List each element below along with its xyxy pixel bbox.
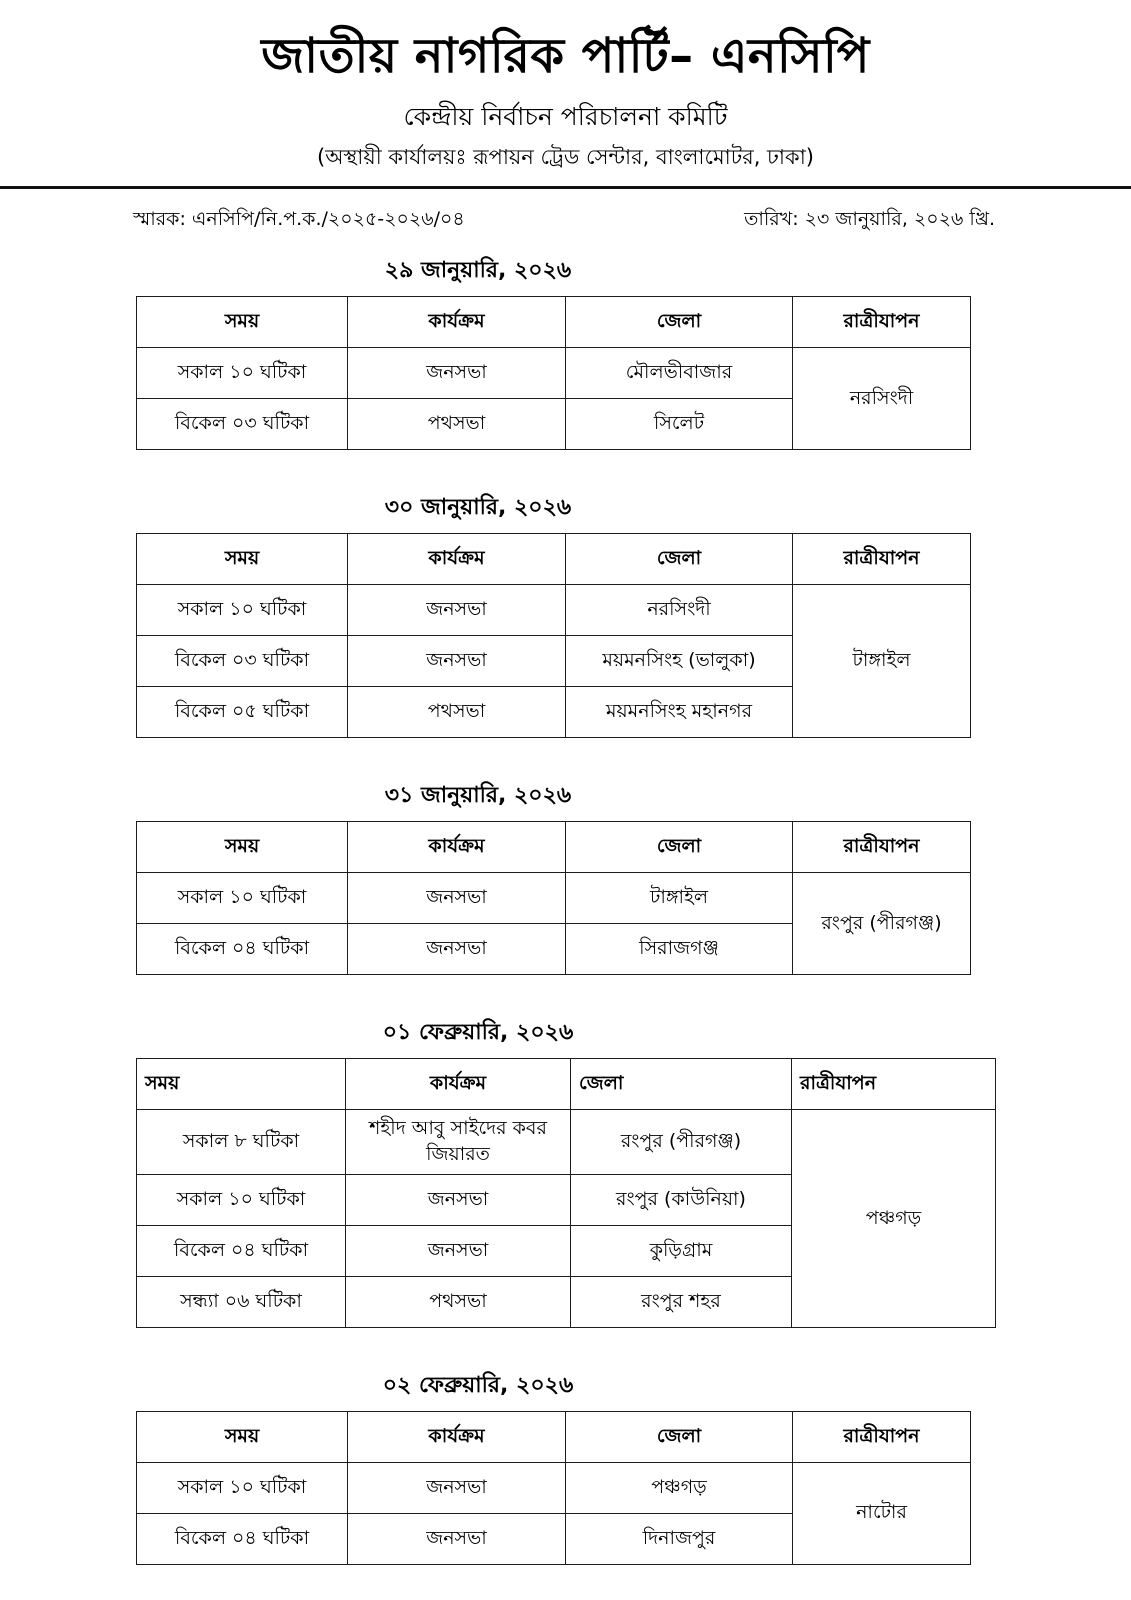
column-header-time: সময় [137,297,348,348]
table-header-row [137,1059,996,1110]
cell-district: ময়মনসিংহ মহানগর [566,687,793,738]
column-header-overnight: রাত্রীযাপন [793,1411,971,1462]
table-header-row [137,822,971,873]
table-header-row [137,534,971,585]
table-row [137,1462,971,1513]
cell-time: সকাল ১০ ঘটিকা [137,585,348,636]
cell-activity: জনসভা [348,1462,566,1513]
column-header-district: জেলা [571,1059,792,1110]
cell-overnight: নাটোর [793,1462,971,1564]
cell-district: সিরাজগঞ্জ [566,924,793,975]
cell-time: সকাল ১০ ঘটিকা [137,1462,348,1513]
cell-district: রংপুর শহর [571,1276,792,1327]
cell-time: বিকেল ০৩ ঘটিকা [137,636,348,687]
cell-time: সকাল ৮ ঘটিকা [137,1110,346,1174]
column-header-time: সময় [137,1411,348,1462]
cell-district: ময়মনসিংহ (ভালুকা) [566,636,793,687]
cell-activity: শহীদ আবু সাইদের কবর জিয়ারত [346,1110,571,1174]
day-block [0,1368,1131,1565]
cell-district: মৌলভীবাজার [566,348,793,399]
cell-activity: জনসভা [348,924,566,975]
cell-district: দিনাজপুর [566,1513,793,1564]
cell-time: বিকেল ০৫ ঘটিকা [137,687,348,738]
column-header-activity: কার্যক্রম [348,1411,566,1462]
schedule-table [136,821,971,975]
day-block [0,1015,1131,1327]
column-header-time: সময় [137,1059,346,1110]
memo-row [0,189,1131,237]
cell-district: নরসিংদী [566,585,793,636]
schedule-table [136,533,971,738]
cell-activity: পথসভা [348,399,566,450]
cell-time: সকাল ১০ ঘটিকা [137,1174,346,1225]
column-header-overnight: রাত্রীযাপন [793,534,971,585]
committee-name: কেন্দ্রীয় নির্বাচন পরিচালনা কমিটি [403,102,728,132]
cell-activity: জনসভা [348,585,566,636]
cell-activity: পথসভা [346,1276,571,1327]
column-header-activity: কার্যক্রম [348,822,566,873]
column-header-overnight: রাত্রীযাপন [793,297,971,348]
cell-district: রংপুর (পীরগঞ্জ) [571,1110,792,1174]
cell-time: সকাল ১০ ঘটিকা [137,348,348,399]
memo-reference: স্মারক: এনসিপি/নি.প.ক./২০২৫-২০২৬/০৪ [133,208,465,231]
cell-time: বিকেল ০৪ ঘটিকা [137,924,348,975]
cell-activity: পথসভা [348,687,566,738]
schedule-table [136,1058,996,1327]
table-row [137,585,971,636]
cell-time: বিকেল ০৩ ঘটিকা [137,399,348,450]
letterhead [0,0,1131,189]
day-title: ৩০ জানুয়ারি, ২০২৬ [384,495,572,521]
cell-activity: জনসভা [348,636,566,687]
cell-activity: জনসভা [346,1174,571,1225]
cell-district: পঞ্চগড় [566,1462,793,1513]
column-header-activity: কার্যক্রম [348,534,566,585]
schedule-table [136,1411,971,1565]
column-header-time: সময় [137,534,348,585]
cell-time: সকাল ১০ ঘটিকা [137,873,348,924]
cell-activity: জনসভা [348,1513,566,1564]
cell-overnight: রংপুর (পীরগঞ্জ) [793,873,971,975]
column-header-activity: কার্যক্রম [346,1059,571,1110]
cell-activity: জনসভা [348,348,566,399]
day-title: ৩১ জানুয়ারি, ২০২৬ [384,783,572,809]
table-row [137,1110,996,1174]
cell-time: বিকেল ০৪ ঘটিকা [137,1513,348,1564]
table-row [137,348,971,399]
cell-overnight: নরসিংদী [793,348,971,450]
column-header-district: জেলা [566,534,793,585]
column-header-overnight: রাত্রীযাপন [793,822,971,873]
column-header-district: জেলা [566,297,793,348]
day-title: ০২ ফেব্রুয়ারি, ২০২৬ [382,1372,574,1398]
day-block [0,778,1131,975]
table-header-row [137,297,971,348]
cell-time: সন্ধ্যা ০৬ ঘটিকা [137,1276,346,1327]
column-header-activity: কার্যক্রম [348,297,566,348]
column-header-time: সময় [137,822,348,873]
table-header-row [137,1411,971,1462]
day-block [0,253,1131,450]
cell-overnight: পঞ্চগড় [792,1110,996,1327]
cell-activity: জনসভা [346,1225,571,1276]
day-title: ২৯ জানুয়ারি, ২০২৬ [384,258,572,284]
cell-activity: জনসভা [348,873,566,924]
column-header-district: জেলা [566,1411,793,1462]
schedule-table [136,296,971,450]
memo-date: তারিখ: ২৩ জানুয়ারি, ২০২৬ খ্রি. [744,208,995,231]
day-block [0,490,1131,738]
cell-overnight: টাঙ্গাইল [793,585,971,738]
cell-district: কুড়িগ্রাম [571,1225,792,1276]
cell-district: রংপুর (কাউনিয়া) [571,1174,792,1225]
day-title: ০১ ফেব্রুয়ারি, ২০২৬ [382,1020,574,1046]
organization-name: জাতীয় নাগরিক পার্টি– এনসিপি [261,28,870,84]
cell-district: টাঙ্গাইল [566,873,793,924]
office-address: (অস্থায়ী কার্যালয়ঃ রূপায়ন ট্রেড সেন্টার, বাংলামোটর, ঢাকা) [317,144,814,169]
cell-district: সিলেট [566,399,793,450]
column-header-district: জেলা [566,822,793,873]
table-row [137,873,971,924]
cell-time: বিকেল ০৪ ঘটিকা [137,1225,346,1276]
column-header-overnight: রাত্রীযাপন [792,1059,996,1110]
